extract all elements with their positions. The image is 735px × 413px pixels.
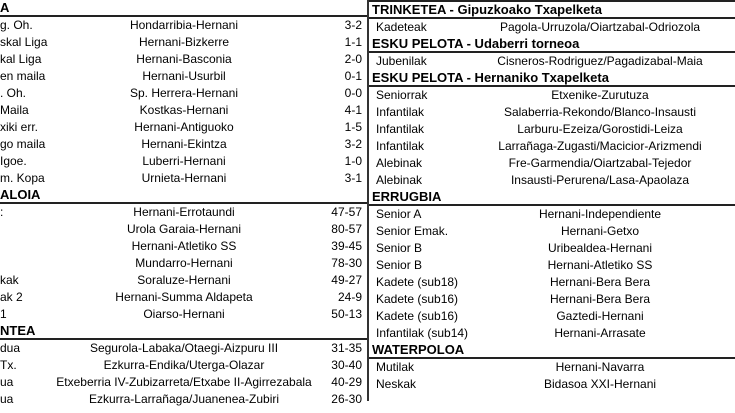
row-category-label: en maila — [0, 69, 46, 83]
result-row — [369, 121, 735, 138]
row-category-label: Maila — [0, 103, 29, 117]
row-matchup: Hernani-Getxo — [560, 224, 640, 238]
row-matchup: Etxenike-Zurutuza — [551, 88, 649, 102]
result-row — [0, 34, 368, 51]
row-score: 39-45 — [331, 239, 362, 253]
row-matchup: Pagola-Urruzola/Oiartzabal-Odriozola — [499, 20, 701, 34]
section-header: ESKU PELOTA - Udaberri torneoa — [369, 36, 735, 53]
row-matchup: Mundarro-Hernani — [135, 256, 233, 270]
result-row — [369, 223, 735, 240]
result-row — [369, 206, 735, 223]
row-matchup: Bidasoa XXI-Hernani — [543, 377, 657, 391]
row-category-label: . Oh. — [0, 86, 27, 100]
result-row — [369, 274, 735, 291]
section-header: ALOIA — [0, 187, 368, 204]
row-matchup: Hernani-Arrasate — [554, 326, 646, 340]
result-row — [369, 376, 735, 393]
row-score: 78-30 — [331, 256, 362, 270]
row-score: 80-57 — [331, 222, 362, 236]
row-matchup: Hernani-Antiguoko — [134, 120, 234, 134]
row-category-label: Alebinak — [376, 156, 423, 170]
row-category-label: ak 2 — [0, 290, 23, 304]
row-score: 26-30 — [331, 392, 362, 406]
row-matchup: Urola Garaia-Hernani — [126, 222, 242, 236]
row-matchup: Larburu-Ezeiza/Gorostidi-Leiza — [517, 122, 683, 136]
result-row — [0, 289, 368, 306]
row-category-label: Alebinak — [376, 173, 423, 187]
row-matchup: Hernani-Usurbil — [142, 69, 226, 83]
row-score: 49-27 — [331, 273, 362, 287]
result-row — [0, 255, 368, 272]
row-matchup: Uribealdea-Hernani — [547, 241, 653, 255]
result-row — [369, 172, 735, 189]
row-category-label: Infantilak — [376, 122, 425, 136]
result-row — [0, 136, 368, 153]
row-category-label: Infantilak — [376, 139, 425, 153]
right-results-column — [369, 0, 735, 393]
row-matchup: Ezkurra-Endika/Uterga-Olazar — [103, 358, 265, 372]
column-divider — [367, 0, 369, 401]
row-category-label: g. Oh. — [0, 18, 33, 32]
row-score: 47-57 — [331, 205, 362, 219]
result-row — [369, 240, 735, 257]
row-matchup: Hernani-Summa Aldapeta — [115, 290, 253, 304]
result-row — [0, 170, 368, 187]
row-category-label: kak — [0, 273, 19, 287]
row-score: 30-40 — [331, 358, 362, 372]
row-matchup: Hernani-Bera Bera — [549, 275, 651, 289]
row-matchup: Etxeberria IV-Zubizarreta/Etxabe II-Agirrezabala — [56, 375, 312, 389]
row-matchup: Hernani-Navarra — [555, 360, 645, 374]
row-score: 24-9 — [337, 290, 362, 304]
result-row — [369, 257, 735, 274]
row-score: 0-1 — [344, 69, 362, 83]
row-score: 1-5 — [344, 120, 362, 134]
result-row — [369, 138, 735, 155]
result-row — [369, 19, 735, 36]
row-category-label: m. Kopa — [0, 171, 45, 185]
result-row — [369, 53, 735, 70]
result-row — [0, 119, 368, 136]
row-matchup: Hernani-Ekintza — [141, 137, 227, 151]
row-score: 3-2 — [344, 137, 362, 151]
row-score: 3-2 — [344, 18, 362, 32]
row-matchup: Gaztedi-Hernani — [556, 309, 644, 323]
row-matchup: Hondarribia-Hernani — [129, 18, 239, 32]
result-row — [369, 325, 735, 342]
section-header: NTEA — [0, 323, 368, 340]
row-category-label: Senior B — [376, 241, 423, 255]
result-row — [369, 308, 735, 325]
result-row — [0, 306, 368, 323]
result-row — [369, 104, 735, 121]
row-category-label: 1 — [0, 307, 7, 321]
result-row — [0, 391, 368, 408]
result-row — [0, 204, 368, 221]
row-matchup: Hernani-Independiente — [538, 207, 662, 221]
result-row — [0, 374, 368, 391]
section-header: A — [0, 0, 368, 17]
row-category-label: Jubenilak — [376, 54, 427, 68]
row-category-label: Kadete (sub16) — [376, 309, 459, 323]
row-category-label: Tx. — [0, 358, 17, 372]
row-category-label: Senior B — [376, 258, 423, 272]
row-category-label: Kadete (sub16) — [376, 292, 459, 306]
result-row — [0, 238, 368, 255]
row-matchup: Soraluze-Hernani — [137, 273, 231, 287]
row-category-label: Kadeteak — [376, 20, 427, 34]
result-row — [369, 87, 735, 104]
row-category-label: dua — [0, 341, 21, 355]
result-row — [0, 153, 368, 170]
row-category-label: kal Liga — [0, 52, 42, 66]
section-header: ESKU PELOTA - Hernaniko Txapelketa — [369, 70, 735, 87]
row-matchup: Hernani-Atletiko SS — [131, 239, 237, 253]
row-category-label: ua — [0, 375, 14, 389]
row-category-label: Mutilak — [376, 360, 415, 374]
section-header: ERRUGBIA — [369, 189, 735, 206]
row-category-label: Kadete (sub18) — [376, 275, 459, 289]
row-category-label: Infantilak — [376, 105, 425, 119]
row-matchup: Kostkas-Hernani — [139, 103, 229, 117]
row-score: 40-29 — [331, 375, 362, 389]
row-category-label: Senior Emak. — [376, 224, 449, 238]
row-matchup: Insausti-Perurena/Lasa-Apaolaza — [510, 173, 690, 187]
row-score: 1-1 — [344, 35, 362, 49]
row-matchup: Luberri-Hernani — [142, 154, 226, 168]
row-matchup: Fre-Garmendia/Oiartzabal-Tejedor — [508, 156, 692, 170]
row-category-label: xiki err. — [0, 120, 39, 134]
row-category-label: Infantilak (sub14) — [376, 326, 469, 340]
row-category-label: : — [0, 205, 4, 219]
row-matchup: Larrañaga-Zugasti/Macicior-Arizmendi — [498, 139, 702, 153]
result-row — [0, 51, 368, 68]
row-matchup: Oiarso-Hernani — [143, 307, 225, 321]
row-category-label: Senior A — [376, 207, 422, 221]
result-row — [0, 102, 368, 119]
row-category-label: Neskak — [376, 377, 417, 391]
result-row — [0, 357, 368, 374]
row-category-label: skal Liga — [0, 35, 48, 49]
row-score: 0-0 — [344, 86, 362, 100]
result-row — [0, 17, 368, 34]
row-score: 4-1 — [344, 103, 362, 117]
section-header: TRINKETEA - Gipuzkoako Txapelketa — [369, 2, 735, 19]
section-header: WATERPOLOA — [369, 342, 735, 359]
row-matchup: Urnieta-Hernani — [141, 171, 227, 185]
left-results-column — [0, 0, 368, 408]
row-category-label: ua — [0, 392, 14, 406]
result-row — [0, 340, 368, 357]
row-matchup: Hernani-Bizkerre — [138, 35, 230, 49]
row-matchup: Ezkurra-Larrañaga/Juanenea-Zubiri — [88, 392, 280, 406]
result-row — [0, 272, 368, 289]
row-score: 1-0 — [344, 154, 362, 168]
row-matchup: Hernani-Atletiko SS — [547, 258, 653, 272]
row-score: 31-35 — [331, 341, 362, 355]
row-category-label: Seniorrak — [376, 88, 428, 102]
row-category-label: Igoe. — [0, 154, 27, 168]
result-row — [0, 85, 368, 102]
result-row — [0, 221, 368, 238]
row-matchup: Hernani-Bera Bera — [549, 292, 651, 306]
row-matchup: Hernani-Basconia — [136, 52, 232, 66]
row-matchup: Segurola-Labaka/Otaegi-Aizpuru III — [89, 341, 279, 355]
row-score: 2-0 — [344, 52, 362, 66]
row-score: 50-13 — [331, 307, 362, 321]
result-row — [0, 68, 368, 85]
row-score: 3-1 — [344, 171, 362, 185]
result-row — [369, 155, 735, 172]
row-matchup: Hernani-Errotaundi — [133, 205, 235, 219]
row-matchup: Sp. Herrera-Hernani — [129, 86, 239, 100]
row-matchup: Salaberria-Rekondo/Blanco-Insausti — [503, 105, 697, 119]
row-category-label: go maila — [0, 137, 46, 151]
row-matchup: Cisneros-Rodriguez/Pagadizabal-Maia — [497, 54, 703, 68]
result-row — [369, 359, 735, 376]
result-row — [369, 291, 735, 308]
